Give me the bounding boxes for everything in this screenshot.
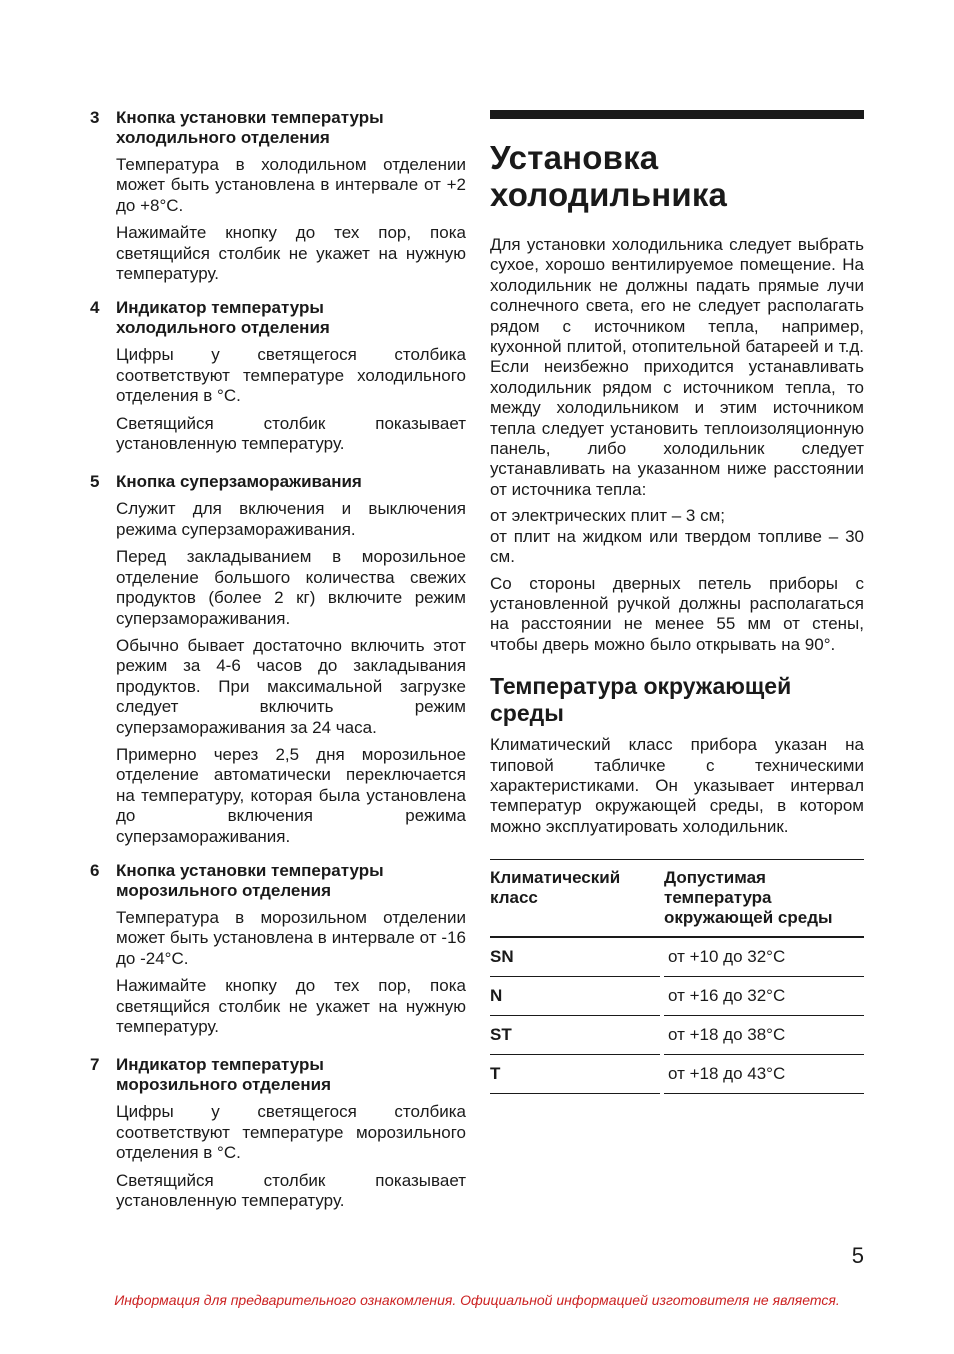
list-item: [90, 108, 466, 284]
item-paragraph: Светящийся столбик показывает установленную температуру.: [116, 413, 466, 454]
temperature-range-cell: от +10 до 32°С: [664, 938, 864, 977]
item-number: 6: [90, 860, 100, 880]
table-header-temperature: Допустимая температура окружающей среды: [664, 860, 864, 938]
item-paragraph: Нажимайте кнопку до тех пор, пока светящийся столбик не укажет на нужную температуру.: [116, 223, 466, 284]
item-paragraph: Нажимайте кнопку до тех пор, пока светящийся столбик не укажет на нужную температуру.: [116, 976, 466, 1036]
item-paragraph: Перед закладыванием в морозильное отделение большого количества свежих продуктов (более 2 кг) включите режим суперзамораживания.: [116, 547, 466, 628]
climate-class-cell: T: [490, 1055, 660, 1094]
item-number: 7: [90, 1055, 100, 1075]
table-row: [490, 1055, 864, 1094]
item-paragraph: Светящийся столбик показывает установленную температуру.: [116, 1170, 466, 1211]
left-column: [90, 108, 466, 1221]
item-title: Индикатор температуры морозильного отделения: [116, 1055, 332, 1095]
list-item: [90, 298, 466, 454]
table-row: [490, 977, 864, 1016]
item-title: Кнопка установки температуры морозильного отделения: [116, 860, 384, 900]
item-number: 4: [90, 298, 100, 318]
subsection-title: Температура окружающей среды: [490, 673, 792, 727]
item-paragraph: Обычно бывает достаточно включить этот режим за 4-6 часов до закладывания продуктов. При максимальной загрузке следует включить режим суперзамораживания за 24 часа.: [116, 635, 466, 737]
item-number: 3: [90, 108, 100, 127]
climate-class-cell: SN: [490, 938, 660, 977]
page-number: 5: [851, 1243, 864, 1268]
item-paragraph: Примерно через 2,5 дня морозильное отделение автоматически переключается на температуру, которая была установлена до включения режима суперзамораживания.: [116, 744, 466, 846]
intro-paragraph: Для установки холодильника следует выбрать сухое, хорошо вентилируемое помещение. На холодильник не должны падать прямые лучи солнечного света, его не следует располагать рядом с источником тепла, например, кухонной плитой, отопительной батареей и т.д. Если неизбежно приходится устанавливать холодильник рядом с источником тепла, то между холодильником и этим источником тепла следует установить теплоизоляционную панель, либо холодильник следует устанавливать на указанном ниже расстоянии от источника тепла:: [490, 235, 864, 499]
item-title: Индикатор температуры холодильного отделения: [116, 298, 330, 338]
item-title: Кнопка суперзамораживания: [116, 472, 362, 492]
temperature-range-cell: от +18 до 38°С: [664, 1016, 864, 1055]
item-paragraph: Температура в морозильном отделении может быть установлена в интервале от -16 до -24°С.: [116, 907, 466, 968]
climate-class-table: [490, 859, 864, 1094]
item-paragraph: Цифры у светящегося столбика соответствуют температуре морозильного отделения в °С.: [116, 1102, 466, 1163]
climate-class-cell: N: [490, 977, 660, 1016]
table-header-class: Климатический класс: [490, 860, 660, 938]
list-item: [90, 472, 466, 847]
temperature-range-cell: от +18 до 43°С: [664, 1055, 864, 1094]
item-paragraph: Цифры у светящегося столбика соответствуют температуре холодильного отделения в °С.: [116, 345, 466, 406]
climate-paragraph: Климатический класс прибора указан на типовой табличке с техническими характеристиками. Он указывает интервал температур окружающей среды, в котором можно эксплуатировать холодильник.: [490, 735, 864, 836]
section-divider-bar: [490, 110, 864, 119]
right-column: [490, 110, 864, 1094]
disclaimer-footer: Информация для предварительного ознакомления. Официальной информацией изготовителя не является.: [114, 1292, 840, 1308]
climate-class-cell: ST: [490, 1016, 660, 1055]
distance-line: от плит на жидком или твердом топливе – 30 см.: [490, 526, 864, 567]
table-row: [490, 937, 864, 977]
item-paragraph: Служит для включения и выключения режима суперзамораживания.: [116, 499, 466, 539]
item-paragraph: Температура в холодильном отделении может быть установлена в интервале от +2 до +8°С.: [116, 155, 466, 215]
item-number: 5: [90, 472, 100, 492]
distance-line: от электрических плит – 3 см;: [490, 506, 725, 526]
table-row: [490, 1016, 864, 1055]
list-item: [90, 1055, 466, 1211]
temperature-range-cell: от +16 до 32°С: [664, 977, 864, 1016]
item-title: Кнопка установки температуры холодильного отделения: [116, 108, 384, 147]
section-title: Установка холодильника: [490, 139, 728, 213]
list-item: [90, 861, 466, 1037]
hinges-paragraph: Со стороны дверных петель приборы с установленной ручкой должны располагаться на расстоянии не менее 55 мм от стены, чтобы дверь можно было открывать на 90°.: [490, 573, 864, 654]
